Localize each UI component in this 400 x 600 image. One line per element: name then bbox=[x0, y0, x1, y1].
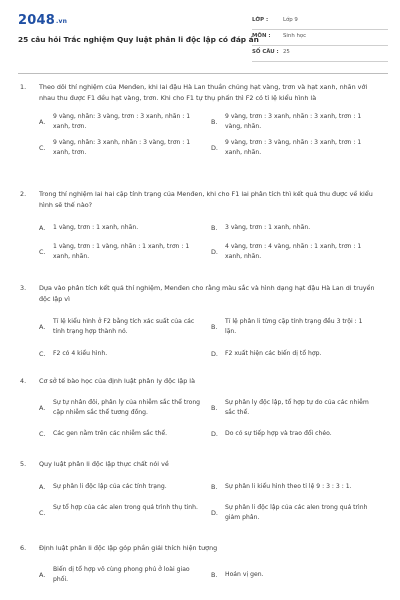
question-number: 6. bbox=[20, 544, 27, 552]
option-text: 3 vàng, trơn : 1 xanh, nhăn. bbox=[225, 224, 311, 231]
option-text: Biến dị tổ hợp vô cùng phong phú ở loài giao phối. bbox=[53, 566, 190, 583]
option-letter: B. bbox=[211, 323, 218, 331]
option-letter: D. bbox=[211, 509, 218, 517]
meta-value: 25 bbox=[283, 49, 290, 55]
option-text: Sự phân ly độc lập, tổ hợp tự do của các nhiễm sắc thể. bbox=[225, 399, 369, 416]
option-letter: B. bbox=[211, 571, 218, 579]
question-number: 5. bbox=[20, 460, 27, 468]
logo-text: 2048 bbox=[18, 13, 55, 28]
question-number: 3. bbox=[20, 284, 27, 292]
option-letter: B. bbox=[211, 483, 218, 491]
option-letter: A. bbox=[39, 224, 46, 232]
meta-row-class bbox=[252, 14, 388, 30]
question-text: Trong thí nghiệm lai hai cặp tính trạng của Menđen, khi cho F1 lai phân tích thì kết quả thu được về kiểu hình sẽ thế nào? bbox=[39, 190, 373, 209]
option-text: 1 vàng, trơn : 1 xanh, nhăn. bbox=[53, 224, 139, 231]
meta-label: LỚP : bbox=[252, 17, 269, 23]
meta-label: MÔN : bbox=[252, 33, 271, 39]
option-letter: A. bbox=[39, 483, 46, 491]
option-letter: A. bbox=[39, 323, 46, 331]
option-letter: B. bbox=[211, 118, 218, 126]
option-text: Sự tự nhân đôi, phân ly của nhiễm sắc thể trong cặp nhiễm sắc thể tương đồng. bbox=[53, 399, 201, 416]
option-text: Tỉ lệ phân li từng cặp tính trạng đều 3 trội : 1 lặn. bbox=[225, 318, 363, 335]
meta-value: Lớp 9 bbox=[283, 17, 298, 23]
option-text: Sự phân li độc lập của các alen trong quá trình giảm phân. bbox=[225, 504, 368, 521]
question-number: 4. bbox=[20, 377, 27, 385]
option-letter: B. bbox=[211, 224, 218, 232]
question-text: Cơ sở tế bào học của định luật phân ly độc lập là bbox=[39, 377, 195, 385]
option-text: F2 xuất hiện các biến dị tổ hợp. bbox=[225, 350, 322, 357]
header-divider bbox=[18, 73, 388, 74]
document-title: 25 câu hỏi Trắc nghiệm Quy luật phân li độc lập có đáp án bbox=[18, 35, 259, 44]
option-text: 9 vàng, trơn : 3 xanh, nhăn : 3 xanh, trơn : 1 vàng, nhăn. bbox=[225, 113, 362, 130]
option-letter: C. bbox=[39, 430, 46, 438]
option-letter: D. bbox=[211, 248, 218, 256]
option-letter: A. bbox=[39, 118, 46, 126]
question-text: Dựa vào phân tích kết quả thí nghiệm, Menđen cho rằng màu sắc và hình dạng hạt đậu Hà Lan di truyền độc lập vì bbox=[39, 284, 375, 303]
option-text: Sự phân li kiểu hình theo tỉ lệ 9 : 3 : 3 : 1. bbox=[225, 483, 352, 490]
option-text: 9 vàng, nhăn: 3 xanh, nhăn : 3 vàng, trơn : 1 xanh, trơn. bbox=[53, 139, 191, 156]
question-text: Quy luật phân li độc lập thực chất nói về bbox=[39, 460, 169, 468]
option-letter: D. bbox=[211, 430, 218, 438]
document-meta bbox=[252, 14, 388, 62]
meta-row-count bbox=[252, 46, 388, 62]
option-letter: B. bbox=[211, 404, 218, 412]
question-text: Theo dõi thí nghiệm của Menđen, khi lai đậu Hà Lan thuần chủng hạt vàng, trơn và hạt xanh, nhăn với nhau thu được F1 đều hạt vàng, trơn. Khi cho F1 tự thụ phấn thì F2 có tỉ lệ kiểu hình là bbox=[39, 83, 368, 102]
option-letter: D. bbox=[211, 350, 218, 358]
option-letter: A. bbox=[39, 404, 46, 412]
option-text: Hoán vị gen. bbox=[225, 571, 264, 578]
question-text: Định luật phân li độc lập góp phần giải thích hiện tượng bbox=[39, 544, 218, 552]
meta-row-subject bbox=[252, 30, 388, 46]
option-text: Sự tổ hợp của các alen trong quá trình thụ tinh. bbox=[53, 504, 198, 511]
option-letter: A. bbox=[39, 571, 46, 579]
option-text: Do có sự tiếp hợp và trao đổi chéo. bbox=[225, 430, 332, 437]
option-letter: C. bbox=[39, 248, 46, 256]
option-text: F2 có 4 kiểu hình. bbox=[53, 350, 108, 357]
site-logo[interactable] bbox=[18, 13, 67, 28]
document-header bbox=[0, 0, 400, 70]
meta-label: SỐ CÂU : bbox=[252, 49, 279, 55]
option-text: 9 vàng, trơn : 3 vàng, nhăn : 3 xanh, trơn : 1 xanh, nhăn. bbox=[225, 139, 362, 156]
logo-suffix: .vn bbox=[55, 18, 68, 25]
option-letter: C. bbox=[39, 144, 46, 152]
option-letter: C. bbox=[39, 350, 46, 358]
question-number: 2. bbox=[20, 190, 27, 198]
option-letter: C. bbox=[39, 509, 46, 517]
option-text: Tỉ lệ kiểu hình ở F2 bằng tích xác suất của các tính trạng hợp thành nó. bbox=[53, 318, 195, 335]
option-text: 9 vàng, nhăn: 3 vàng, trơn : 3 xanh, nhăn : 1 xanh, trơn. bbox=[53, 113, 191, 130]
meta-value: Sinh học bbox=[283, 33, 307, 39]
option-text: 1 vàng, trơn : 1 vàng, nhăn : 1 xanh, trơn : 1 xanh, nhăn. bbox=[53, 243, 190, 260]
option-text: 4 vàng, trơn : 4 vàng, nhăn : 1 xanh, trơn : 1 xanh, nhăn. bbox=[225, 243, 362, 260]
option-text: Sự phân li độc lập của các tính trạng. bbox=[53, 483, 167, 490]
option-text: Các gen nằm trên các nhiễm sắc thể. bbox=[53, 430, 168, 437]
option-letter: D. bbox=[211, 144, 218, 152]
question-number: 1. bbox=[20, 83, 27, 91]
